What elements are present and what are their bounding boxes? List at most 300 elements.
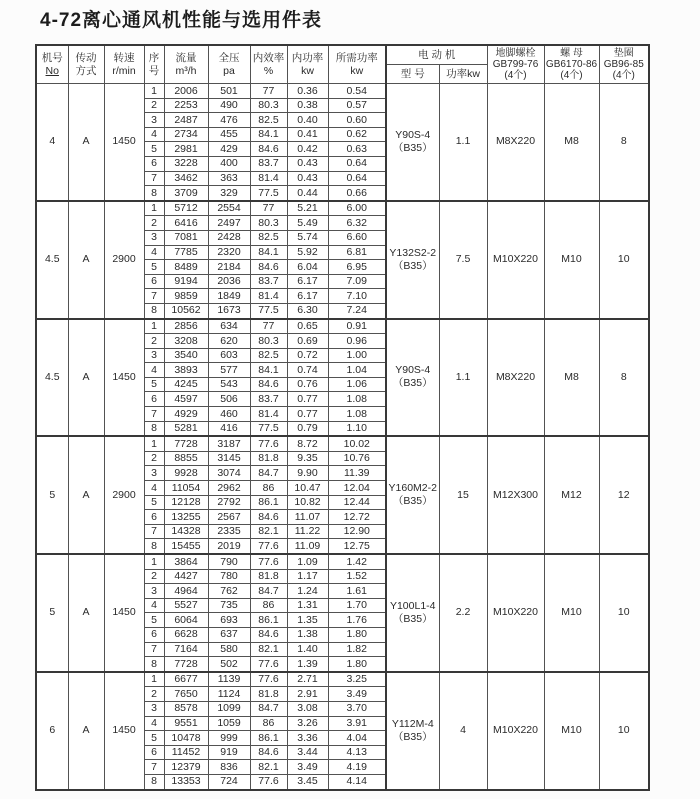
power-cell: 9.35 [287, 451, 328, 466]
pressure-cell: 543 [208, 377, 250, 392]
required-power-cell: 10.76 [328, 451, 386, 466]
flow-cell: 6628 [164, 627, 208, 642]
motor-power-cell: 1.1 [439, 84, 487, 201]
flow-cell: 2734 [164, 127, 208, 142]
col-header-machine-no [36, 45, 68, 84]
flow-cell: 2487 [164, 113, 208, 128]
pressure-cell: 2019 [208, 539, 250, 554]
seq-cell: 3 [144, 113, 164, 128]
pressure-cell: 476 [208, 113, 250, 128]
required-power-cell: 1.08 [328, 407, 386, 422]
pressure-cell: 1849 [208, 289, 250, 304]
col-header-power-line1: 内功率 [291, 52, 324, 65]
flow-cell: 3709 [164, 186, 208, 201]
required-power-cell: 1.80 [328, 627, 386, 642]
seq-cell: 6 [144, 392, 164, 407]
motor-power-cell: 1.1 [439, 319, 487, 437]
motor-power-cell: 4 [439, 672, 487, 790]
seq-cell: 2 [144, 687, 164, 702]
flow-cell: 4427 [164, 569, 208, 584]
efficiency-cell: 84.1 [250, 127, 287, 142]
drive-cell: A [68, 201, 104, 319]
motor-power-cell: 2.2 [439, 554, 487, 672]
seq-cell: 8 [144, 303, 164, 318]
motor-model-text: Y112M-4 [391, 717, 434, 730]
col-header-anchor-bolt-line3: (4个) [504, 70, 527, 82]
washer-cell: 8 [599, 84, 649, 201]
efficiency-cell: 77.6 [250, 657, 287, 672]
power-cell: 0.44 [287, 186, 328, 201]
power-cell: 3.44 [287, 745, 328, 760]
motor-power-cell: 7.5 [439, 201, 487, 319]
flow-cell: 6416 [164, 216, 208, 231]
speed-cell: 1450 [104, 319, 144, 437]
power-cell: 0.79 [287, 421, 328, 436]
power-cell: 0.43 [287, 156, 328, 171]
efficiency-cell: 86 [250, 481, 287, 496]
required-power-cell: 0.60 [328, 113, 386, 128]
pressure-cell: 634 [208, 319, 250, 334]
required-power-cell: 0.96 [328, 334, 386, 349]
power-cell: 0.65 [287, 319, 328, 334]
efficiency-cell: 86 [250, 716, 287, 731]
power-cell: 3.49 [287, 760, 328, 775]
motor-model-cell [386, 201, 439, 319]
nut-cell: M8 [544, 84, 599, 201]
flow-cell: 15455 [164, 539, 208, 554]
pressure-cell: 2497 [208, 216, 250, 231]
speed-cell: 1450 [104, 84, 144, 201]
efficiency-cell: 77 [250, 201, 287, 216]
col-header-pressure [208, 45, 250, 84]
col-header-flow-line2: m³/h [175, 64, 197, 77]
power-cell: 0.77 [287, 407, 328, 422]
pressure-cell: 1099 [208, 701, 250, 716]
seq-cell: 3 [144, 466, 164, 481]
efficiency-cell: 77 [250, 319, 287, 334]
seq-cell: 5 [144, 731, 164, 746]
seq-cell: 2 [144, 98, 164, 113]
pressure-cell: 999 [208, 731, 250, 746]
flow-cell: 12128 [164, 495, 208, 510]
seq-cell: 3 [144, 230, 164, 245]
required-power-cell: 0.66 [328, 186, 386, 201]
col-header-nut [544, 45, 599, 84]
required-power-cell: 0.64 [328, 171, 386, 186]
page-title: 4-72离心通风机性能与选用件表 [40, 10, 323, 31]
motor-model-text: Y132S2-2 [389, 246, 437, 259]
power-cell: 0.42 [287, 142, 328, 157]
col-header-speed [104, 45, 144, 84]
speed-cell: 1450 [104, 672, 144, 790]
seq-cell: 7 [144, 289, 164, 304]
flow-cell: 5281 [164, 421, 208, 436]
header-row-1 [36, 45, 649, 65]
motor-frame-text: （B35） [392, 377, 433, 390]
drive-cell: A [68, 554, 104, 672]
pressure-cell: 1673 [208, 303, 250, 318]
pressure-cell: 620 [208, 334, 250, 349]
speed-cell: 2900 [104, 201, 144, 319]
required-power-cell: 0.62 [328, 127, 386, 142]
pressure-cell: 3074 [208, 466, 250, 481]
anchor-bolt-cell: M8X220 [487, 319, 544, 437]
required-power-cell: 6.60 [328, 230, 386, 245]
required-power-cell: 1.06 [328, 377, 386, 392]
pressure-cell: 735 [208, 598, 250, 613]
required-power-cell: 3.49 [328, 687, 386, 702]
efficiency-cell: 77 [250, 84, 287, 99]
efficiency-cell: 77.5 [250, 303, 287, 318]
seq-cell: 3 [144, 348, 164, 363]
efficiency-cell: 77.6 [250, 539, 287, 554]
flow-cell: 13255 [164, 510, 208, 525]
col-header-drive-line1: 传动 [75, 52, 97, 65]
pressure-cell: 836 [208, 760, 250, 775]
seq-cell: 7 [144, 524, 164, 539]
pressure-cell: 416 [208, 421, 250, 436]
required-power-cell: 1.70 [328, 598, 386, 613]
motor-model-text: Y100L1-4 [389, 599, 436, 612]
efficiency-cell: 81.4 [250, 171, 287, 186]
motor-model-cell [386, 672, 439, 790]
seq-cell: 5 [144, 495, 164, 510]
seq-cell: 6 [144, 745, 164, 760]
col-header-anchor-bolt-line2: GB799-76 [492, 58, 539, 70]
efficiency-cell: 84.6 [250, 510, 287, 525]
seq-cell: 5 [144, 377, 164, 392]
flow-cell: 10478 [164, 731, 208, 746]
flow-cell: 2006 [164, 84, 208, 99]
required-power-cell: 12.44 [328, 495, 386, 510]
pressure-cell: 506 [208, 392, 250, 407]
seq-cell: 4 [144, 245, 164, 260]
motor-model-text: Y90S-4 [395, 364, 431, 377]
col-header-motor-model: 型 号 [386, 65, 439, 84]
washer-cell: 8 [599, 319, 649, 437]
required-power-cell: 1.08 [328, 392, 386, 407]
pressure-cell: 501 [208, 84, 250, 99]
table-row [36, 84, 649, 99]
power-cell: 2.71 [287, 672, 328, 687]
power-cell: 5.49 [287, 216, 328, 231]
pressure-cell: 2792 [208, 495, 250, 510]
flow-cell: 8578 [164, 701, 208, 716]
machine-no-cell: 4 [36, 84, 68, 201]
col-header-seq-line1: 序 [148, 52, 160, 65]
pressure-cell: 577 [208, 363, 250, 378]
seq-cell: 5 [144, 142, 164, 157]
col-header-efficiency [250, 45, 287, 84]
efficiency-cell: 84.1 [250, 245, 287, 260]
required-power-cell: 7.10 [328, 289, 386, 304]
required-power-cell: 12.04 [328, 481, 386, 496]
col-header-washer-line1: 垫圈 [613, 47, 634, 59]
efficiency-cell: 82.1 [250, 760, 287, 775]
efficiency-cell: 82.5 [250, 348, 287, 363]
flow-cell: 2981 [164, 142, 208, 157]
pressure-cell: 790 [208, 554, 250, 569]
efficiency-cell: 82.5 [250, 230, 287, 245]
flow-cell: 14328 [164, 524, 208, 539]
nut-cell: M10 [544, 672, 599, 790]
required-power-cell: 6.81 [328, 245, 386, 260]
table-row [36, 436, 649, 451]
drive-cell: A [68, 319, 104, 437]
seq-cell: 2 [144, 451, 164, 466]
motor-model-cell [386, 554, 439, 672]
required-power-cell: 1.52 [328, 569, 386, 584]
seq-cell: 8 [144, 657, 164, 672]
power-cell: 0.38 [287, 98, 328, 113]
seq-cell: 7 [144, 171, 164, 186]
power-cell: 3.08 [287, 701, 328, 716]
power-cell: 9.90 [287, 466, 328, 481]
power-cell: 5.74 [287, 230, 328, 245]
flow-cell: 5527 [164, 598, 208, 613]
efficiency-cell: 84.7 [250, 701, 287, 716]
efficiency-cell: 80.3 [250, 334, 287, 349]
required-power-cell: 3.70 [328, 701, 386, 716]
power-cell: 0.72 [287, 348, 328, 363]
power-cell: 1.09 [287, 554, 328, 569]
col-header-drive [68, 45, 104, 84]
machine-no-cell: 4.5 [36, 201, 68, 319]
seq-cell: 8 [144, 539, 164, 554]
pressure-cell: 2184 [208, 260, 250, 275]
col-header-pressure-line2: pa [223, 64, 235, 77]
flow-cell: 7650 [164, 687, 208, 702]
required-power-cell: 1.76 [328, 613, 386, 628]
flow-cell: 11054 [164, 481, 208, 496]
motor-model-cell [386, 319, 439, 437]
power-cell: 5.21 [287, 201, 328, 216]
efficiency-cell: 82.5 [250, 113, 287, 128]
washer-cell: 10 [599, 201, 649, 319]
flow-cell: 10562 [164, 303, 208, 318]
efficiency-cell: 81.8 [250, 687, 287, 702]
seq-cell: 3 [144, 584, 164, 599]
required-power-cell: 0.54 [328, 84, 386, 99]
col-header-seq-line2: 号 [148, 64, 160, 77]
flow-cell: 7728 [164, 657, 208, 672]
flow-cell: 13353 [164, 774, 208, 789]
efficiency-cell: 84.6 [250, 627, 287, 642]
seq-cell: 6 [144, 274, 164, 289]
anchor-bolt-cell: M10X220 [487, 201, 544, 319]
required-power-cell: 1.00 [328, 348, 386, 363]
required-power-cell: 4.14 [328, 774, 386, 789]
table-header [36, 45, 649, 84]
motor-frame-text: （B35） [392, 495, 433, 508]
machine-no-cell: 4.5 [36, 319, 68, 437]
efficiency-cell: 83.7 [250, 274, 287, 289]
efficiency-cell: 77.6 [250, 436, 287, 451]
power-cell: 11.07 [287, 510, 328, 525]
pressure-cell: 2335 [208, 524, 250, 539]
seq-cell: 7 [144, 642, 164, 657]
seq-cell: 4 [144, 363, 164, 378]
anchor-bolt-cell: M10X220 [487, 672, 544, 790]
required-power-cell: 1.82 [328, 642, 386, 657]
pressure-cell: 490 [208, 98, 250, 113]
efficiency-cell: 77.5 [250, 421, 287, 436]
pressure-cell: 637 [208, 627, 250, 642]
efficiency-cell: 82.1 [250, 642, 287, 657]
seq-cell: 6 [144, 156, 164, 171]
pressure-cell: 429 [208, 142, 250, 157]
required-power-cell: 6.32 [328, 216, 386, 231]
table-row [36, 554, 649, 569]
col-header-nut-line1: 螺 母 [560, 47, 583, 59]
col-header-flow-line1: 流量 [175, 52, 197, 65]
anchor-bolt-cell: M8X220 [487, 84, 544, 201]
flow-cell: 3462 [164, 171, 208, 186]
nut-cell: M8 [544, 319, 599, 437]
machine-no-cell: 5 [36, 436, 68, 554]
col-header-nut-line2: GB6170-86 [545, 58, 598, 70]
power-cell: 1.38 [287, 627, 328, 642]
seq-cell: 4 [144, 716, 164, 731]
flow-cell: 4964 [164, 584, 208, 599]
washer-cell: 12 [599, 436, 649, 554]
efficiency-cell: 86 [250, 598, 287, 613]
table-row [36, 319, 649, 334]
efficiency-cell: 81.4 [250, 407, 287, 422]
power-cell: 3.26 [287, 716, 328, 731]
efficiency-cell: 84.6 [250, 142, 287, 157]
efficiency-cell: 84.1 [250, 363, 287, 378]
flow-cell: 9859 [164, 289, 208, 304]
pressure-cell: 363 [208, 171, 250, 186]
pressure-cell: 2320 [208, 245, 250, 260]
seq-cell: 4 [144, 127, 164, 142]
pressure-cell: 2428 [208, 230, 250, 245]
required-power-cell: 1.80 [328, 657, 386, 672]
seq-cell: 2 [144, 334, 164, 349]
pressure-cell: 3187 [208, 436, 250, 451]
pressure-cell: 1059 [208, 716, 250, 731]
pressure-cell: 2036 [208, 274, 250, 289]
flow-cell: 4245 [164, 377, 208, 392]
washer-cell: 10 [599, 672, 649, 790]
col-header-machine-no-line2: No [45, 64, 59, 77]
seq-cell: 6 [144, 627, 164, 642]
flow-cell: 2253 [164, 98, 208, 113]
flow-cell: 3228 [164, 156, 208, 171]
seq-cell: 4 [144, 598, 164, 613]
required-power-cell: 1.61 [328, 584, 386, 599]
required-power-cell: 0.57 [328, 98, 386, 113]
flow-cell: 7728 [164, 436, 208, 451]
nut-cell: M10 [544, 554, 599, 672]
efficiency-cell: 84.7 [250, 584, 287, 599]
power-cell: 11.22 [287, 524, 328, 539]
power-cell: 0.40 [287, 113, 328, 128]
seq-cell: 5 [144, 260, 164, 275]
flow-cell: 8489 [164, 260, 208, 275]
drive-cell: A [68, 672, 104, 790]
col-header-washer-line2: GB96-85 [603, 58, 644, 70]
seq-cell: 4 [144, 481, 164, 496]
required-power-cell: 4.19 [328, 760, 386, 775]
flow-cell: 6677 [164, 672, 208, 687]
flow-cell: 3864 [164, 554, 208, 569]
efficiency-cell: 84.6 [250, 260, 287, 275]
power-cell: 3.45 [287, 774, 328, 789]
col-header-motor-power: 功率kw [439, 65, 487, 84]
drive-cell: A [68, 84, 104, 201]
power-cell: 0.69 [287, 334, 328, 349]
power-cell: 0.77 [287, 392, 328, 407]
flow-cell: 6064 [164, 613, 208, 628]
required-power-cell: 0.63 [328, 142, 386, 157]
col-header-required-power-line1: 所需功率 [335, 52, 378, 65]
seq-cell: 5 [144, 613, 164, 628]
seq-cell: 1 [144, 319, 164, 334]
power-cell: 1.40 [287, 642, 328, 657]
power-cell: 10.82 [287, 495, 328, 510]
col-header-efficiency-line1: 内效率 [252, 52, 285, 65]
motor-frame-text: （B35） [392, 612, 433, 625]
motor-model-cell [386, 436, 439, 554]
col-header-seq [144, 45, 164, 84]
flow-cell: 5712 [164, 201, 208, 216]
efficiency-cell: 77.6 [250, 554, 287, 569]
seq-cell: 1 [144, 201, 164, 216]
seq-cell: 2 [144, 569, 164, 584]
power-cell: 1.17 [287, 569, 328, 584]
seq-cell: 8 [144, 421, 164, 436]
col-header-speed-line1: 转速 [113, 52, 135, 65]
efficiency-cell: 77.6 [250, 774, 287, 789]
nut-cell: M10 [544, 201, 599, 319]
seq-cell: 3 [144, 701, 164, 716]
flow-cell: 9928 [164, 466, 208, 481]
efficiency-cell: 80.3 [250, 98, 287, 113]
required-power-cell: 7.09 [328, 274, 386, 289]
table-row [36, 201, 649, 216]
pressure-cell: 603 [208, 348, 250, 363]
seq-cell: 1 [144, 84, 164, 99]
power-cell: 6.17 [287, 274, 328, 289]
washer-cell: 10 [599, 554, 649, 672]
pressure-cell: 580 [208, 642, 250, 657]
efficiency-cell: 82.1 [250, 524, 287, 539]
efficiency-cell: 86.1 [250, 613, 287, 628]
col-header-required-power-line2: kw [350, 64, 364, 77]
pressure-cell: 1139 [208, 672, 250, 687]
efficiency-cell: 83.7 [250, 156, 287, 171]
pressure-cell: 724 [208, 774, 250, 789]
required-power-cell: 0.91 [328, 319, 386, 334]
flow-cell: 7785 [164, 245, 208, 260]
col-header-pressure-line1: 全压 [218, 52, 240, 65]
required-power-cell: 12.72 [328, 510, 386, 525]
pressure-cell: 693 [208, 613, 250, 628]
seq-cell: 8 [144, 186, 164, 201]
efficiency-cell: 81.4 [250, 289, 287, 304]
col-header-washer [599, 45, 649, 84]
efficiency-cell: 86.1 [250, 731, 287, 746]
motor-frame-text: （B35） [392, 730, 433, 743]
power-cell: 1.31 [287, 598, 328, 613]
col-header-drive-line2: 方式 [75, 64, 97, 77]
required-power-cell: 1.04 [328, 363, 386, 378]
drive-cell: A [68, 436, 104, 554]
efficiency-cell: 84.7 [250, 466, 287, 481]
pressure-cell: 2554 [208, 201, 250, 216]
